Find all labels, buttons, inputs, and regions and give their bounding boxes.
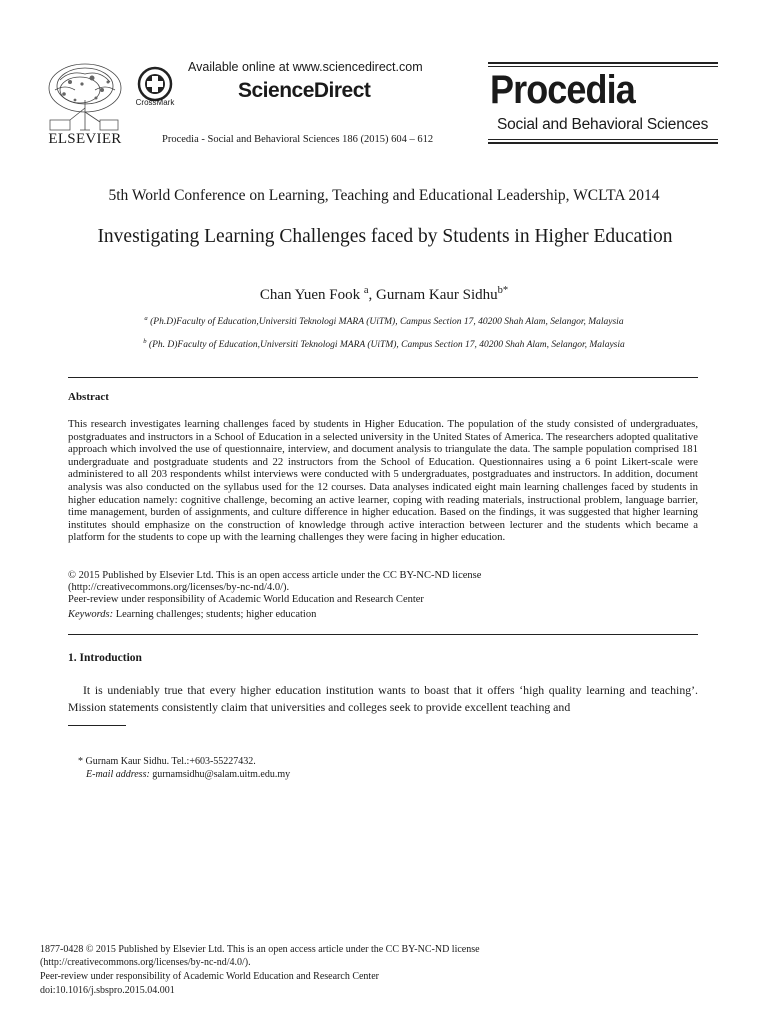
keywords-line (68, 609, 316, 621)
author-list (0, 285, 768, 304)
footer-license-link[interactable]: (http://creativecommons.org/licenses/by-nc-nd/4.0/). (40, 957, 251, 968)
sciencedirect-wordmark: ScienceDirect (238, 79, 371, 102)
masthead-rule (488, 139, 718, 140)
affiliation-b (0, 338, 768, 350)
footnote-contact (78, 756, 256, 767)
section-rule (68, 377, 698, 378)
peer-review-notice: Peer-review under responsibility of Academic World Education and Research Center (68, 594, 424, 605)
license-link[interactable]: (http://creativecommons.org/licenses/by-nc-nd/4.0/). (68, 582, 290, 593)
footer-doi[interactable]: doi:10.1016/j.sbspro.2015.04.001 (40, 985, 175, 996)
email-label: E-mail address: (86, 769, 150, 780)
author-affiliation-marker: a (363, 285, 369, 296)
footnote-marker: * (78, 756, 83, 767)
footer-peer-review: Peer-review under responsibility of Academic World Education and Research Center (40, 971, 379, 982)
crossmark-label: CrossMark (135, 98, 175, 107)
keywords-list: Learning challenges; students; higher education (115, 609, 317, 620)
masthead-rule (488, 62, 718, 64)
procedia-subtitle: Social and Behavioral Sciences (497, 116, 709, 133)
masthead-rule (488, 66, 718, 67)
section-rule (68, 634, 698, 635)
footnote-email (86, 769, 290, 780)
introduction-heading: 1. Introduction (68, 652, 142, 664)
journal-citation: Procedia - Social and Behavioral Sciences 186 (2015) 604 – 612 (162, 134, 434, 145)
footer-copyright: 1877-0428 © 2015 Published by Elsevier Ltd. This is an open access article under the CC BY-NC-ND license (40, 944, 480, 955)
affiliation-marker: b (143, 338, 147, 345)
conference-name: 5th World Conference on Learning, Teaching and Educational Leadership, WCLTA 2014 (108, 187, 660, 204)
paper-title: Investigating Learning Challenges faced by Students in Higher Education (97, 226, 673, 247)
affiliation-a (0, 315, 768, 327)
introduction-text: It is undeniably true that every higher education institution wants to boast that it offers ‘high quality learning and teaching’. Mission statements consistently claim that universities and colleges seek to provide excellent teaching and (68, 683, 698, 714)
affiliation-text: (Ph.D)Faculty of Education,Universiti Teknologi MARA (UiTM), Campus Section 17, 40200 Shah Alam, Selangor, Malaysia (150, 317, 624, 328)
procedia-wordmark: Procedia (490, 68, 635, 112)
affiliation-marker: a (144, 315, 148, 322)
abstract-text: This research investigates learning challenges faced by students in Higher Education. The population of the study consisted of undergraduates, postgraduates and instructors in a School of Education in a selected university in the United States of America. The researchers adopted qualitative approach which involved the use of questionnaire, interview, and document analysis to triangulate the data. The sample population comprised 181 undergraduate and postgraduate students and 22 instructors from the School of Education. Questionnaires using a 6 point Likert-scale were administered to all 203 respondents whilst interviews were conducted with 5 undergraduates, postgraduates and instructors. In addition, document analysis was also conducted on the syllabus used for the 12 courses. Data analyses indicated eight main learning challenges faced by students in higher education namely: cognitive challenge, becoming an active learner, coping with reading materials, instructional problem, language barrier, time management, burden of assignments, and culture difference in higher education. Based on the findings, it was suggested that higher learning institutes should emphasize on the construction of knowledge through active interaction between lecturer and the students which became a platform for the students to cope up with the learning challenges they were facing in higher education. (68, 418, 698, 544)
author-name: Chan Yuen Fook (259, 287, 361, 303)
author-affiliation-marker: b* (497, 285, 509, 296)
keywords-label: Keywords: (68, 609, 114, 620)
footnote-rule (68, 725, 126, 726)
author-name: Gurnam Kaur Sidhu (376, 287, 498, 303)
footnote-contact-text: Gurnam Kaur Sidhu. Tel.:+603-55227432. (85, 756, 256, 767)
available-online-text[interactable]: Available online at www.sciencedirect.com (188, 60, 423, 74)
email-address[interactable]: gurnamsidhu@salam.uitm.edu.my (152, 769, 291, 780)
masthead-rule (488, 142, 718, 144)
author-separator: , (368, 287, 377, 303)
abstract-heading: Abstract (68, 391, 109, 403)
affiliation-text: (Ph. D)Faculty of Education,Universiti Teknologi MARA (UiTM), Campus Section 17, 40200 Shah Alam, Selangor, Malaysia (148, 340, 625, 351)
elsevier-wordmark: ELSEVIER (48, 131, 122, 147)
copyright-notice: © 2015 Published by Elsevier Ltd. This is an open access article under the CC BY-NC-ND license (68, 570, 482, 581)
